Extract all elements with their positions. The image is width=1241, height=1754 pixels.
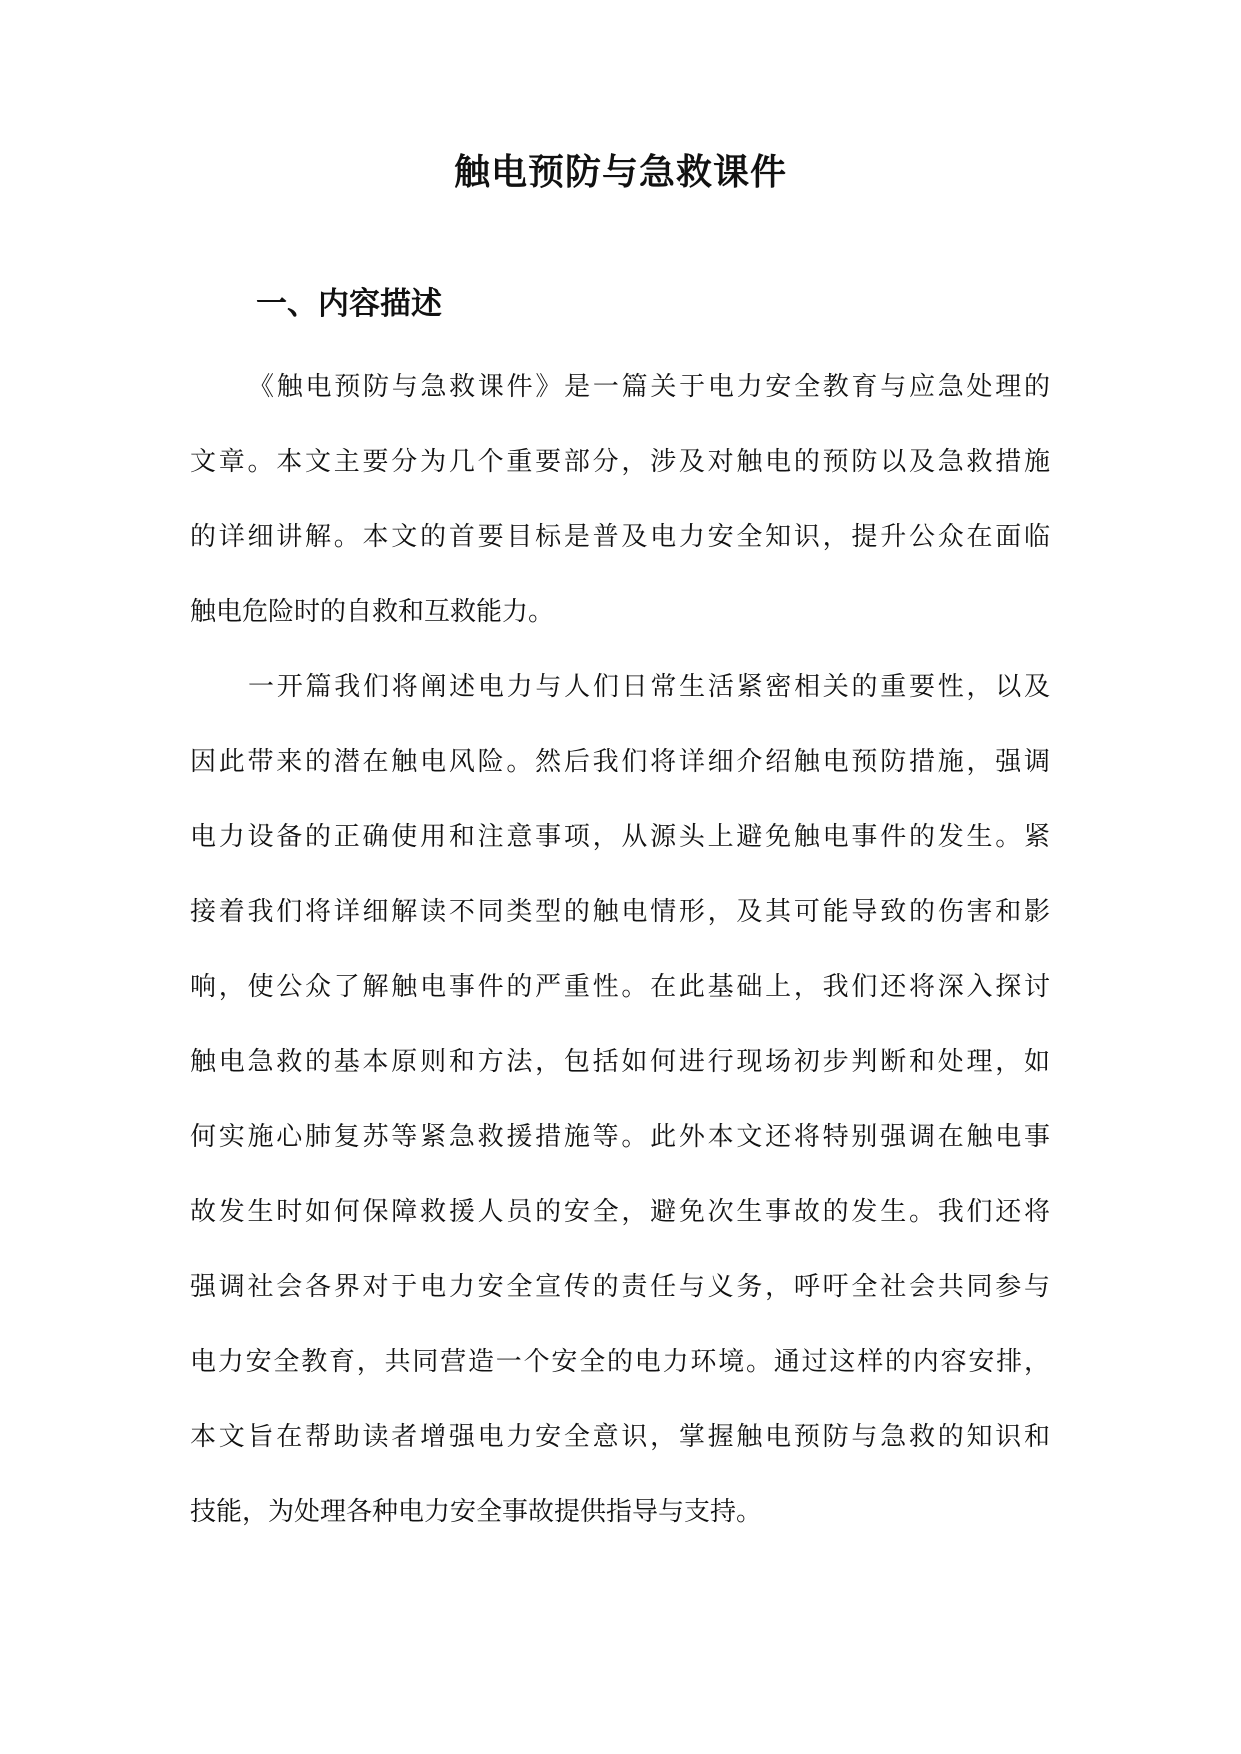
- paragraph-line: 《触电预防与急救课件》是一篇关于电力安全教育与应急处理的: [248, 372, 1050, 402]
- paragraph-line: 本文旨在帮助读者增强电力安全意识，掌握触电预防与急救的知识和: [190, 1422, 1050, 1452]
- paragraph-line: 电力设备的正确使用和注意事项，从源头上避免触电事件的发生。紧: [190, 822, 1050, 852]
- paragraph-line: 响，使公众了解触电事件的严重性。在此基础上，我们还将深入探讨: [190, 972, 1050, 1002]
- document-title: 触电预防与急救课件: [453, 151, 787, 193]
- paragraph-line: 因此带来的潜在触电风险。然后我们将详细介绍触电预防措施，强调: [190, 747, 1050, 777]
- paragraph-line: 文章。本文主要分为几个重要部分，涉及对触电的预防以及急救措施: [190, 447, 1050, 477]
- paragraph-line: 一开篇我们将阐述电力与人们日常生活紧密相关的重要性，以及: [248, 672, 1050, 702]
- paragraph-line: 触电急救的基本原则和方法，包括如何进行现场初步判断和处理，如: [190, 1047, 1050, 1077]
- paragraph-line: 的详细讲解。本文的首要目标是普及电力安全知识，提升公众在面临: [190, 522, 1050, 552]
- paragraph-line: 何实施心肺复苏等紧急救援措施等。此外本文还将特别强调在触电事: [190, 1122, 1050, 1152]
- paragraph-line: 技能，为处理各种电力安全事故提供指导与支持。: [190, 1497, 763, 1527]
- paragraph-line: 触电危险时的自救和互救能力。: [190, 597, 555, 627]
- paragraph-line: 故发生时如何保障救援人员的安全，避免次生事故的发生。我们还将: [190, 1197, 1050, 1227]
- paragraph-1: [190, 350, 1050, 650]
- paragraph-2: [190, 650, 1050, 1550]
- paragraph-line: 强调社会各界对于电力安全宣传的责任与义务，呼吁全社会共同参与: [190, 1272, 1050, 1302]
- paragraph-line: 接着我们将详细解读不同类型的触电情形，及其可能导致的伤害和影: [190, 897, 1050, 927]
- section-heading: 一、内容描述: [256, 286, 442, 322]
- paragraph-line: 电力安全教育，共同营造一个安全的电力环境。通过这样的内容安排，: [190, 1347, 1050, 1377]
